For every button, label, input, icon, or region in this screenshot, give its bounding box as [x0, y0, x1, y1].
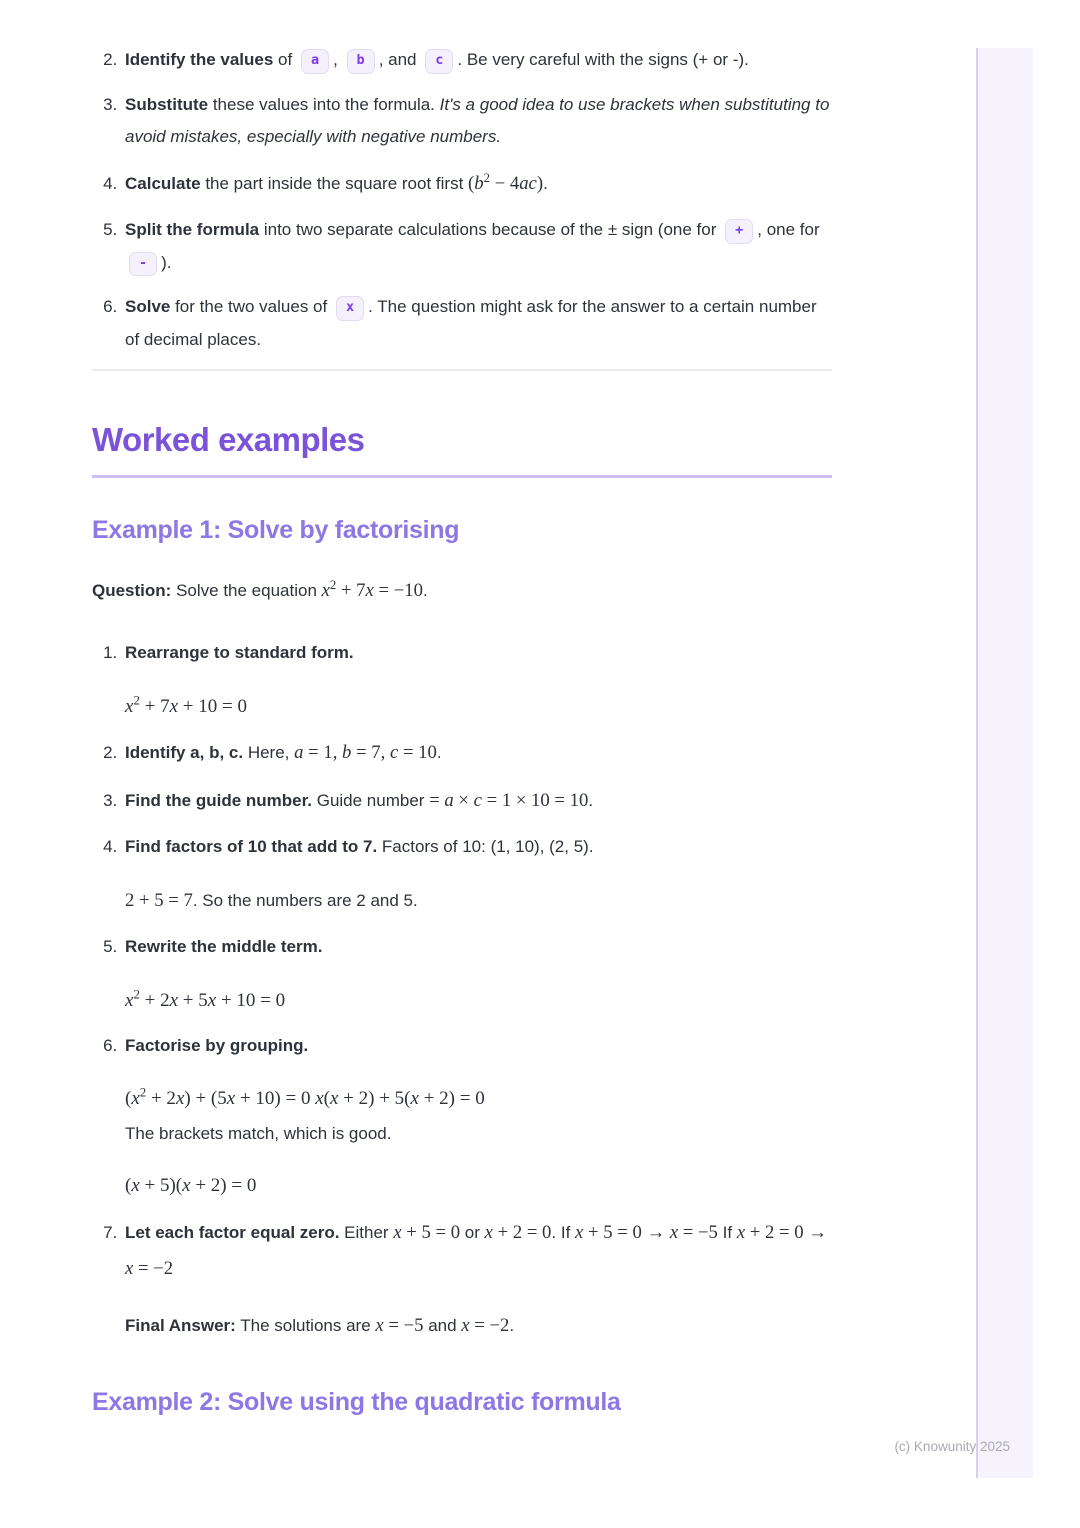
text-segment: Factors of 10: (1, 10), (2, 5).	[377, 836, 594, 856]
inline-code-b: b	[347, 49, 375, 74]
text-segment: the part inside the square root first	[200, 174, 469, 194]
inline-code-x: x	[336, 296, 364, 321]
step-lead: Factorise by grouping.	[125, 1035, 309, 1055]
text-segment: . The question might ask for the answer to a certain number of decimal places.	[125, 297, 817, 349]
step-lead: Find the guide number.	[125, 790, 312, 810]
math-inline: x = −2	[461, 1315, 510, 1337]
math-inline: $(b^2 - 4ac)$	[468, 170, 544, 195]
math-block	[125, 689, 832, 723]
math-inline: 2 + 5 = 7	[125, 890, 193, 912]
step-lead: Calculate	[125, 174, 201, 194]
math-expression: $x^2 + 7x + 10 = 0$	[125, 692, 247, 717]
step-find-factors	[122, 831, 832, 920]
math-block	[125, 1170, 832, 1202]
text-segment: into two separate calculations because of the ± sign (one for	[259, 220, 722, 240]
text-segment: .	[436, 742, 442, 762]
factor-sum-paragraph	[125, 883, 832, 919]
text-segment: for the two values of	[170, 297, 332, 317]
brackets-note: The brackets match, which is good.	[125, 1123, 392, 1143]
step-lead: Identify the values	[125, 50, 274, 69]
step-substitute	[122, 89, 832, 154]
step-calculate	[122, 166, 832, 202]
text-segment: and	[423, 1316, 462, 1336]
document-page	[92, 0, 832, 1417]
text-segment: . If	[551, 1222, 576, 1242]
step-identify-values	[122, 44, 832, 77]
text-segment: .	[588, 790, 594, 810]
text-segment: . Be very careful with the signs (+ or -).	[457, 50, 749, 69]
step-lead: Rearrange to standard form.	[125, 642, 354, 662]
step-lead: Let each factor equal zero.	[125, 1222, 340, 1242]
inline-code-minus: -	[129, 252, 157, 277]
inline-code-c: c	[425, 49, 453, 74]
section-divider	[92, 369, 832, 371]
step-solve	[122, 291, 832, 356]
math-inline: x + 5 = 0	[393, 1221, 461, 1243]
text-segment: Guide number	[312, 790, 430, 810]
math-expression: $(x^2 + 2x) + (5x + 10) = 0$ x(x + 2) + 5(x + 2) = 0	[125, 1085, 485, 1110]
text-segment: , one for	[757, 220, 820, 240]
question-paragraph	[92, 573, 832, 609]
text-segment: ).	[161, 252, 172, 272]
math-block	[125, 1082, 832, 1116]
step-rearrange	[122, 637, 832, 723]
step-lead: Find factors of 10 that add to 7.	[125, 836, 378, 856]
math-expression: $x^2 + 2x + 5x + 10 = 0$	[125, 986, 286, 1012]
question-label: Question:	[92, 580, 172, 600]
text-segment: ,	[333, 50, 343, 69]
math-inline: a = 1, b = 7, c = 10	[294, 741, 437, 763]
math-inline: x + 5 = 0 → x = −5	[575, 1221, 718, 1243]
step-lead: Split the formula	[125, 220, 260, 240]
page-edge-decoration-bar	[976, 48, 1033, 1478]
step-lead: Identify a, b, c.	[125, 742, 244, 762]
text-segment: .	[509, 1316, 515, 1336]
math-inline: x + 2 = 0	[484, 1221, 552, 1243]
inline-code-plus: +	[725, 219, 753, 244]
italic-tip: It's a good idea to use brackets when substituting to avoid mistakes, especially with negative numbers.	[125, 94, 830, 147]
text-segment: If	[717, 1222, 737, 1242]
inline-code-a: a	[301, 49, 329, 74]
step-lead: Substitute	[125, 94, 209, 114]
quadratic-formula-steps-list	[92, 44, 832, 357]
math-expression: (x + 5)(x + 2) = 0	[125, 1175, 257, 1197]
text-segment: , and	[378, 50, 422, 69]
example1-heading: Example 1: Solve by factorising	[92, 515, 460, 544]
worked-examples-heading: Worked examples	[92, 421, 832, 478]
math-inline: x + 2 = 0 → x = −2	[125, 1221, 827, 1279]
math-block	[125, 984, 832, 1018]
text-segment: .	[543, 174, 548, 194]
step-split-formula	[122, 214, 832, 279]
step-rewrite-middle	[122, 931, 832, 1017]
text-segment: .	[422, 580, 428, 600]
text-segment: of	[273, 50, 297, 69]
example1-steps-list	[92, 637, 832, 1345]
step-factor-zero	[122, 1215, 832, 1345]
text-segment: Solve the equation	[171, 580, 322, 600]
math-inline: x = −5	[375, 1315, 424, 1337]
text-segment: Either	[339, 1222, 394, 1242]
step-lead: Solve	[125, 297, 171, 317]
step-guide-number	[122, 783, 832, 819]
step-factorise-grouping	[122, 1030, 832, 1203]
text-segment: or	[460, 1222, 485, 1242]
text-segment: these values into the formula.	[208, 94, 440, 114]
math-inline: = a × c = 1 × 10 = 10	[429, 789, 589, 811]
text-segment: . So the numbers are 2 and 5.	[192, 891, 418, 911]
copyright-watermark: (c) Knowunity 2025	[894, 1439, 1010, 1454]
example2-heading: Example 2: Solve using the quadratic formula	[92, 1388, 621, 1417]
math-inline: $x^2 + 7x = -10$	[321, 577, 423, 601]
final-answer-label: Final Answer:	[125, 1316, 236, 1336]
final-answer-paragraph	[125, 1308, 832, 1344]
text-segment: Here,	[243, 742, 295, 762]
step-identify-abc	[122, 735, 832, 771]
text-segment: The solutions are	[235, 1316, 376, 1336]
step-lead: Rewrite the middle term.	[125, 937, 323, 957]
